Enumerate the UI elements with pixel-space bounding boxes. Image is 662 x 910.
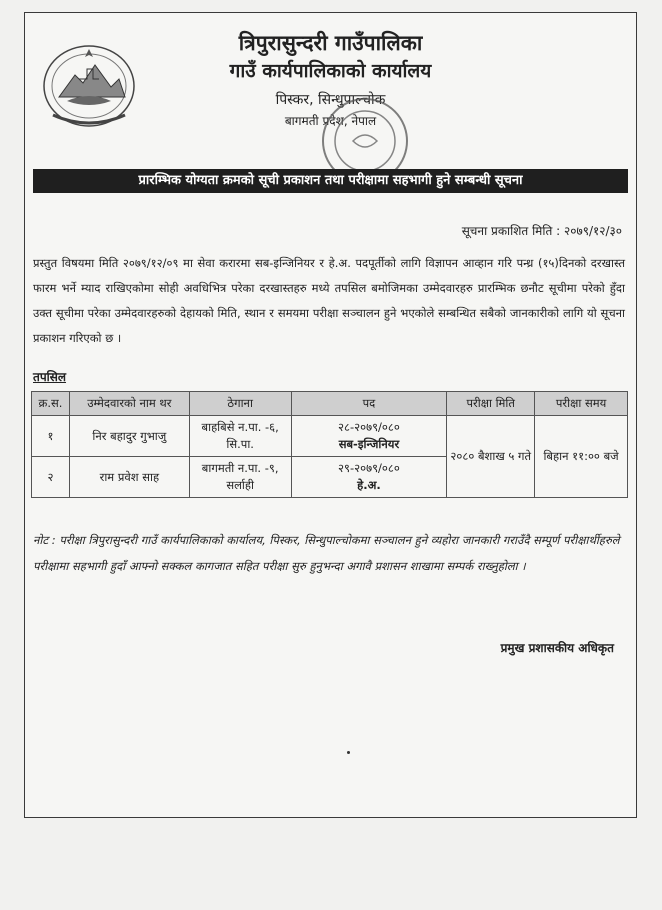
cell-post <box>291 457 447 498</box>
post-name: हे.अ. <box>357 478 381 492</box>
ink-dot <box>347 751 350 754</box>
header-name: उम्मेदवारको नाम थर <box>69 392 189 416</box>
roll-number: २९-२०७९/०८० <box>338 461 400 475</box>
header-exam-date: परीक्षा मिति <box>447 392 535 416</box>
publish-date: सूचना प्रकाशित मिति : २०७९/१२/३० <box>461 224 622 238</box>
header-exam-time: परीक्षा समय <box>535 392 628 416</box>
notice-body: प्रस्तुत विषयमा मिति २०७९/१२/०९ मा सेवा करारमा सब-इन्जिनियर र हे.अ. पदपूर्तीको लागि विज्ञापन आव्हान गरि पन्ध्र (१५)दिनको दरखास्त फारम भर्ने म्याद राखिएकोमा सोही अवधिभित्र परेका दरखास्तहरु मध्ये तपसिल बमोजिमका उम्मेदवारहरु प्रारम्भिक छनौट सूचीमा परेको हुँदा उक्त सूचीमा परेका उम्मेदवारहरुको देहायको मिति, स्थान र समयमा परीक्षा सञ्चालन हुने भएकोले सम्बन्धित सबैको जानकारीको लागि यो सूचना प्रकाशन गरिएको छ । <box>33 256 625 345</box>
cell-post <box>291 416 447 457</box>
cell-exam-time: बिहान ११:०० बजे <box>535 416 628 498</box>
header-address: ठेगाना <box>189 392 291 416</box>
table-row <box>32 416 628 457</box>
office-address: पिस्कर, सिन्धुपाल्चोक <box>275 92 386 108</box>
notice-note: नोट : परीक्षा त्रिपुरासुन्दरी गाउँ कार्यपालिकाको कार्यालय, पिस्कर, सिन्धुपाल्चोकमा सञ्चालन हुने व्यहोरा जानकारी गराउँदै सम्पूर्ण परीक्षार्थीहरुले परीक्षामा सहभागी हुदाँ आफ्नो सक्कल कागजात सहित परीक्षा सुरु हुनुभन्दा अगावै प्रशासन शाखामा सम्पर्क राख्नुहोला । <box>33 533 620 573</box>
cell-name: राम प्रवेश साह <box>69 457 189 498</box>
notice-page <box>24 12 637 818</box>
header-post: पद <box>291 392 447 416</box>
post-name: सब-इन्जिनियर <box>338 437 400 451</box>
office-name: गाउँ कार्यपालिकाको कार्यालय <box>229 60 432 82</box>
cell-exam-date: २०८० बैशाख ५ गते <box>447 416 535 498</box>
cell-address: बाहबिसे न.पा. -६, सि.पा. <box>189 416 291 457</box>
cell-serial: १ <box>32 416 70 457</box>
header-serial: क्र.स. <box>32 392 70 416</box>
municipality-name: त्रिपुरासुन्दरी गाउँपालिका <box>238 31 423 55</box>
schedule-heading: तपसिल <box>33 370 67 384</box>
cell-serial: २ <box>32 457 70 498</box>
province-name: बागमती प्रदेश, नेपाल <box>284 114 377 128</box>
notice-title-banner: प्रारम्भिक योग्यता क्रमको सूची प्रकाशन तथा परीक्षामा सहभागी हुने सम्बन्धी सूचना <box>33 169 628 193</box>
roll-number: २८-२०७९/०८० <box>338 420 400 434</box>
signatory-title: प्रमुख प्रशासकीय अधिकृत <box>500 641 614 655</box>
cell-address: बागमती न.पा. -९, सर्लाही <box>189 457 291 498</box>
table-header-row <box>32 392 628 416</box>
candidate-table <box>31 391 628 498</box>
cell-name: निर बहादुर गुभाजु <box>69 416 189 457</box>
